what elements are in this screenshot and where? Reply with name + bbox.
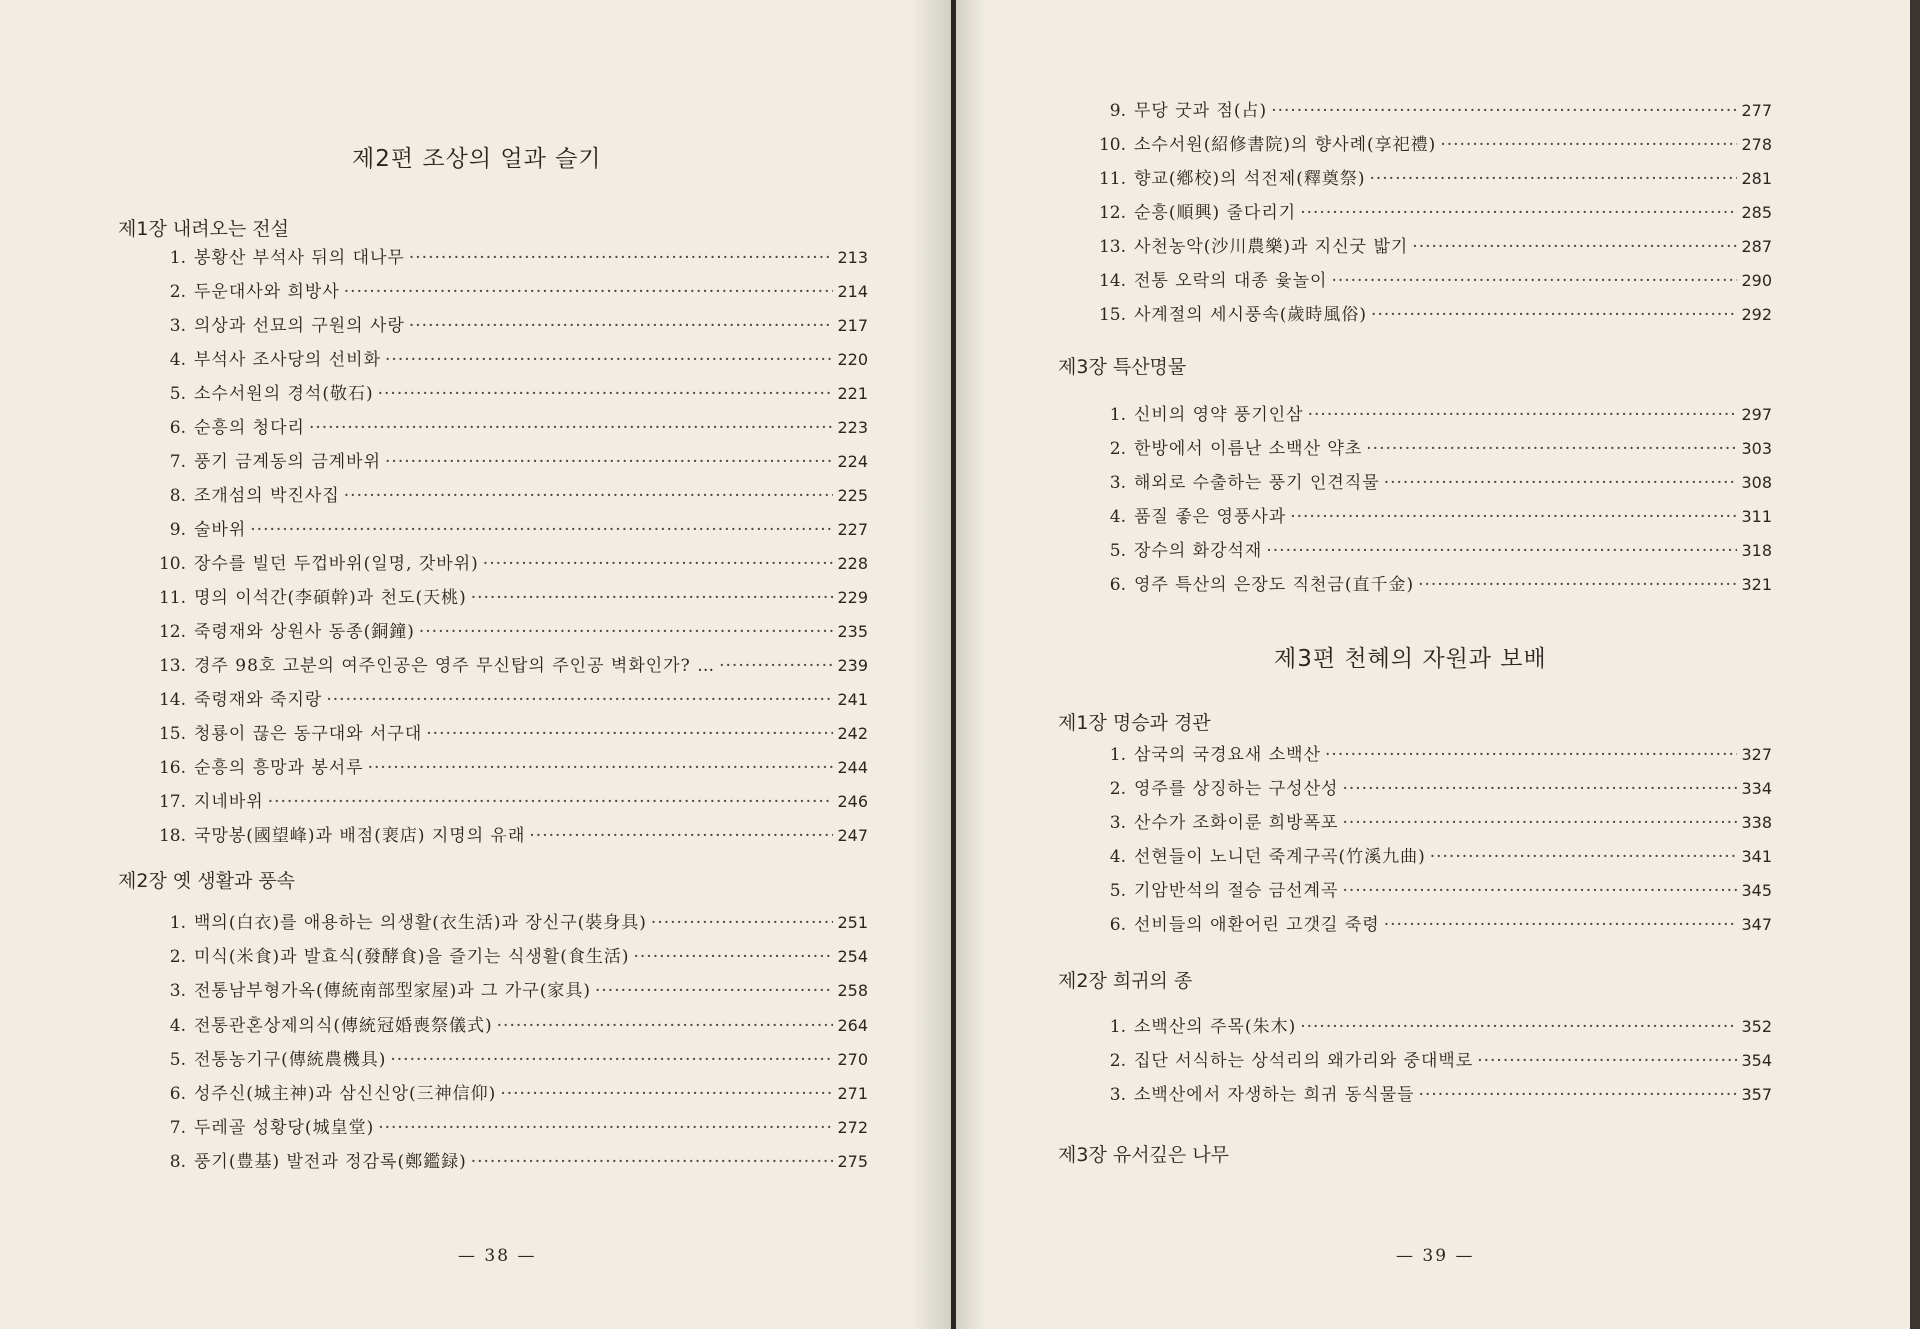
toc-entry-title: 기암반석의 절승 금선계곡 — [1134, 881, 1339, 901]
toc-entry-number: 12. — [158, 622, 186, 642]
dot-leader — [651, 908, 834, 938]
toc-entry — [156, 481, 868, 511]
toc-entry-title: 영주 특산의 은장도 직천금(直千金) — [1134, 575, 1415, 595]
part-title: 제3편 천혜의 자원과 보배 — [1274, 646, 1547, 672]
toc-entry-number: 2. — [169, 282, 186, 302]
toc-entry-title: 집단 서식하는 상석리의 왜가리와 중대백로 — [1134, 1051, 1474, 1071]
toc-entry-page: 308 — [1741, 473, 1772, 492]
dot-leader — [1290, 502, 1737, 532]
toc-entry-page: 235 — [837, 622, 868, 641]
toc-entry-page: 221 — [837, 384, 868, 403]
toc-entry-title: 사계절의 세시풍속(歲時風俗) — [1134, 305, 1368, 325]
toc-entry-number: 5. — [169, 1049, 186, 1070]
dot-leader — [1366, 434, 1737, 464]
toc-entry-page: 341 — [1741, 847, 1772, 866]
toc-entry-page: 271 — [837, 1084, 868, 1103]
toc-entry-page: 290 — [1741, 271, 1772, 290]
dot-leader — [1266, 536, 1737, 566]
toc-entry — [1096, 434, 1772, 464]
toc-entry-page: 285 — [1741, 203, 1772, 222]
toc-entry-title: 소백산의 주목(朱木) — [1134, 1017, 1297, 1037]
toc-entry-page: 277 — [1741, 101, 1772, 120]
toc-entry — [156, 1045, 868, 1075]
toc-entry-title: 성주신(城主神)과 삼신신앙(三神信仰) — [194, 1084, 497, 1104]
dot-leader — [634, 942, 834, 972]
toc-entry-number: 13. — [158, 656, 186, 676]
toc-entry — [1096, 910, 1772, 940]
toc-entry-number: 2. — [1109, 779, 1126, 799]
toc-entry — [156, 787, 868, 817]
toc-entry — [1096, 266, 1772, 296]
toc-entry-title: 죽령재와 상원사 동종(銅鐘) — [194, 622, 415, 642]
dot-leader — [378, 379, 834, 409]
toc-entry-number: 2. — [1109, 439, 1126, 459]
dot-leader — [1371, 300, 1737, 330]
dot-leader — [595, 976, 833, 1006]
toc-entry — [1096, 502, 1772, 532]
toc-entry — [1096, 808, 1772, 838]
toc-entry-number: 11. — [158, 588, 186, 608]
toc-entry — [156, 942, 868, 972]
toc-entry-page: 354 — [1741, 1051, 1772, 1070]
toc-entry — [156, 1079, 868, 1109]
toc-entry-title: 의상과 선묘의 구원의 사랑 — [194, 316, 405, 336]
toc-entry — [1096, 400, 1772, 430]
toc-entry — [1096, 774, 1772, 804]
dot-leader — [1440, 130, 1737, 160]
toc-entry-title: 삼국의 국경요새 소백산 — [1134, 745, 1322, 765]
dot-leader — [483, 549, 834, 579]
toc-entry-number: 14. — [158, 690, 186, 710]
toc-entry — [156, 1147, 868, 1177]
toc-entry — [156, 821, 868, 851]
toc-entry-number: 9. — [1109, 101, 1126, 121]
toc-entry-number: 1. — [1109, 1017, 1126, 1037]
dot-leader — [1300, 198, 1737, 228]
dot-leader — [390, 1045, 833, 1075]
toc-entry-title: 전통농기구(傳統農機具) — [194, 1049, 387, 1070]
toc-entry-title: 지네바위 — [194, 792, 264, 812]
toc-entry — [156, 311, 868, 341]
toc-entry-title: 해외로 수출하는 풍기 인견직물 — [1134, 473, 1380, 493]
toc-entry-page: 303 — [1741, 439, 1772, 458]
left-page — [0, 0, 951, 1329]
toc-entry-title: 풍기 금계동의 금계바위 — [194, 452, 382, 472]
toc-entry-title: 장수를 빌던 두껍바위(일명, 갓바위) — [194, 554, 479, 574]
toc-entry-title: 전통남부형가옥(傳統南部型家屋)과 그 가구(家具) — [194, 981, 591, 1002]
toc-entry-number: 7. — [169, 452, 186, 472]
toc-entry-title: 신비의 영약 풍기인삼 — [1134, 405, 1304, 425]
dot-leader — [409, 243, 834, 273]
toc-entry — [1096, 130, 1772, 160]
dot-leader — [529, 821, 833, 851]
dot-leader — [378, 1113, 833, 1143]
toc-entry — [1096, 164, 1772, 194]
toc-entry-title: 죽령재와 죽지랑 — [194, 690, 323, 710]
toc-entry-page: 278 — [1741, 135, 1772, 154]
dot-leader — [1342, 876, 1737, 906]
toc-entry-page: 247 — [837, 826, 868, 845]
toc-entry-page: 327 — [1741, 745, 1772, 764]
dot-leader — [344, 481, 834, 511]
toc-entry — [156, 685, 868, 715]
toc-entry-page: 347 — [1741, 915, 1772, 934]
toc-entry-number: 4. — [1109, 507, 1126, 527]
toc-entry-number: 1. — [169, 248, 186, 268]
part-title: 제2편 조상의 얼과 슬기 — [352, 146, 602, 172]
toc-entry — [156, 243, 868, 273]
dot-leader — [1384, 910, 1738, 940]
toc-entry-title: 전통관혼상제의식(傳統冠婚喪祭儀式) — [194, 1015, 493, 1036]
dot-leader — [1271, 96, 1737, 126]
toc-entry-title: 향교(鄕校)의 석전제(釋奠祭) — [1134, 169, 1366, 189]
toc-entry-title: 국망봉(國望峰)과 배점(裵店) 지명의 유래 — [194, 826, 526, 846]
dot-leader — [1325, 740, 1737, 770]
dot-leader — [250, 515, 833, 545]
dot-leader — [1419, 1080, 1738, 1110]
toc-entry-page: 244 — [837, 758, 868, 777]
toc-entry-title: 두레골 성황당(城皇堂) — [194, 1118, 375, 1139]
dot-leader — [344, 277, 834, 307]
toc-entry — [156, 719, 868, 749]
toc-entry — [1096, 842, 1772, 872]
dot-leader — [471, 1147, 834, 1177]
toc-entry-page: 246 — [837, 792, 868, 811]
toc-entry-number: 3. — [1109, 813, 1126, 833]
dot-leader — [1342, 774, 1737, 804]
toc-entry-title: 청룡이 끊은 동구대와 서구대 — [194, 724, 423, 744]
toc-entry — [156, 345, 868, 375]
toc-entry-number: 9. — [169, 520, 186, 540]
toc-entry-page: 334 — [1741, 779, 1772, 798]
toc-entry — [156, 515, 868, 545]
dot-leader — [326, 685, 833, 715]
right-page — [956, 0, 1920, 1329]
toc-entry-page: 318 — [1741, 541, 1772, 560]
toc-entry-title: 순흥의 청다리 — [194, 418, 305, 438]
chapter-heading: 제2장 옛 생활과 풍속 — [118, 870, 296, 892]
chapter-heading: 제1장 명승과 경관 — [1058, 712, 1211, 734]
toc-entry-title: 산수가 조화이룬 희방폭포 — [1134, 813, 1339, 833]
toc-entry — [1096, 232, 1772, 262]
toc-entry-page: 311 — [1741, 507, 1772, 526]
toc-entry-page: 321 — [1741, 575, 1772, 594]
toc-entry — [156, 277, 868, 307]
toc-entry-title: 소백산에서 자생하는 희귀 동식물들 — [1134, 1085, 1415, 1105]
toc-entry-number: 7. — [169, 1118, 186, 1139]
toc-entry-page: 214 — [837, 282, 868, 301]
toc-entry-page: 220 — [837, 350, 868, 369]
toc-entry-title: 봉황산 부석사 뒤의 대나무 — [194, 248, 405, 268]
toc-entry-number: 10. — [1098, 135, 1126, 155]
toc-entry-page: 258 — [837, 981, 868, 1001]
dot-leader — [419, 617, 834, 647]
dot-leader — [1384, 468, 1738, 498]
toc-entry — [156, 753, 868, 783]
toc-entry-number: 6. — [1109, 575, 1126, 595]
toc-entry-page: 228 — [837, 554, 868, 573]
toc-entry-title: 선비들의 애환어린 고갯길 죽령 — [1134, 915, 1380, 935]
toc-entry-number: 6. — [169, 1084, 186, 1104]
toc-entry-page: 275 — [837, 1152, 868, 1172]
dot-leader — [368, 753, 834, 783]
dot-leader — [1300, 1012, 1737, 1042]
toc-entry-title: 소수서원의 경석(敬石) — [194, 384, 374, 404]
toc-entry-page: 227 — [837, 520, 868, 539]
toc-entry-title: 장수의 화강석재 — [1134, 541, 1263, 561]
toc-entry-number: 2. — [1109, 1051, 1126, 1071]
toc-entry-page: 213 — [837, 248, 868, 267]
toc-entry-title: 조개섬의 박진사집 — [194, 486, 340, 506]
toc-entry-title: 선현들이 노니던 죽계구곡(竹溪九曲) — [1134, 847, 1426, 867]
dot-leader — [1369, 164, 1737, 194]
toc-entry-page: 357 — [1741, 1085, 1772, 1104]
toc-entry-title: 풍기(豊基) 발전과 정감록(鄭鑑録) — [194, 1152, 467, 1173]
page-edge — [1910, 0, 1920, 1329]
toc-entry-page: 287 — [1741, 237, 1772, 256]
toc-entry-page: 225 — [837, 486, 868, 505]
toc-entry-page: 338 — [1741, 813, 1772, 832]
toc-entry-page: 297 — [1741, 405, 1772, 424]
toc-entry-title: 백의(白衣)를 애용하는 의생활(衣生活)과 장신구(裝身具) — [194, 913, 647, 933]
toc-entry — [1096, 740, 1772, 770]
toc-entry-title: 전통 오락의 대종 윷놀이 — [1134, 271, 1328, 291]
dot-leader — [1308, 400, 1738, 430]
toc-entry-page: 223 — [837, 418, 868, 437]
toc-entry-title: 소수서원(紹修書院)의 향사례(享祀禮) — [1134, 135, 1437, 155]
toc-entry-title: 미식(米食)과 발효식(發酵食)을 즐기는 식생활(食生活) — [194, 947, 630, 968]
dot-leader — [1477, 1046, 1737, 1076]
toc-entry-number: 6. — [1109, 915, 1126, 935]
toc-entry-number: 1. — [169, 913, 186, 933]
dot-leader — [1418, 570, 1737, 600]
toc-entry-number: 4. — [169, 1015, 186, 1036]
toc-entry-number: 17. — [158, 792, 186, 812]
toc-entry-number: 3. — [169, 981, 186, 1002]
toc-entry — [1096, 468, 1772, 498]
toc-entry-number: 16. — [158, 758, 186, 778]
toc-entry-title: 부석사 조사당의 선비화 — [194, 350, 382, 370]
toc-entry-page: 241 — [837, 690, 868, 709]
toc-entry-title: 한방에서 이름난 소백산 약초 — [1134, 439, 1363, 459]
toc-entry-title: 명의 이석간(李碩幹)과 천도(天桃) — [194, 588, 467, 608]
toc-entry — [1096, 570, 1772, 600]
dot-leader — [309, 413, 834, 443]
dot-leader — [497, 1011, 834, 1041]
toc-entry — [156, 651, 868, 681]
page-number-footer: — 38 — — [458, 1246, 537, 1266]
dot-leader — [385, 345, 833, 375]
toc-entry — [156, 908, 868, 938]
toc-entry-page: 292 — [1741, 305, 1772, 324]
dot-leader — [1331, 266, 1737, 296]
toc-entry-title: 무당 굿과 점(占) — [1134, 101, 1268, 121]
gutter-shadow — [910, 0, 950, 1329]
toc-entry-number: 14. — [1098, 271, 1126, 291]
toc-entry-number: 3. — [1109, 473, 1126, 493]
chapter-heading: 제3장 특산명물 — [1058, 356, 1187, 378]
dot-leader — [409, 311, 834, 341]
toc-entry-number: 4. — [1109, 847, 1126, 867]
toc-entry — [1096, 876, 1772, 906]
toc-entry-number: 4. — [169, 350, 186, 370]
toc-entry-number: 1. — [1109, 405, 1126, 425]
dot-leader — [1412, 232, 1737, 262]
toc-entry-page: 264 — [837, 1015, 868, 1035]
toc-entry-title: 경주 98호 고분의 여주인공은 영주 무신탑의 주인공 벽화인가? … — [194, 656, 716, 676]
chapter-heading: 제3장 유서깊은 나무 — [1058, 1144, 1229, 1166]
toc-entry-number: 11. — [1098, 169, 1126, 189]
dot-leader — [500, 1079, 833, 1109]
toc-entry — [1096, 198, 1772, 228]
toc-entry-title: 술바위 — [194, 520, 247, 540]
toc-entry-page: 254 — [837, 947, 868, 967]
toc-entry-number: 3. — [1109, 1085, 1126, 1105]
toc-entry — [1096, 1012, 1772, 1042]
chapter-heading: 제2장 희귀의 종 — [1058, 970, 1193, 992]
toc-entry-page: 217 — [837, 316, 868, 335]
dot-leader — [426, 719, 833, 749]
toc-entry — [1096, 96, 1772, 126]
toc-entry — [156, 583, 868, 613]
toc-entry-page: 242 — [837, 724, 868, 743]
dot-leader — [385, 447, 833, 477]
toc-entry-page: 251 — [837, 913, 868, 932]
toc-entry-number: 12. — [1098, 203, 1126, 223]
toc-entry-number: 15. — [158, 724, 186, 744]
chapter-heading: 제1장 내려오는 전설 — [118, 218, 289, 240]
toc-entry — [1096, 1080, 1772, 1110]
toc-entry-title: 순흥(順興) 줄다리기 — [1134, 203, 1297, 223]
toc-entry — [1096, 536, 1772, 566]
toc-entry-number: 5. — [1109, 881, 1126, 901]
toc-entry — [156, 413, 868, 443]
dot-leader — [471, 583, 834, 613]
toc-entry-page: 345 — [1741, 881, 1772, 900]
toc-entry — [156, 379, 868, 409]
dot-leader — [719, 651, 833, 681]
toc-entry-number: 6. — [169, 418, 186, 438]
toc-entry-page: 239 — [837, 656, 868, 675]
toc-entry — [156, 1113, 868, 1143]
toc-entry-number: 1. — [1109, 745, 1126, 765]
toc-entry — [1096, 300, 1772, 330]
toc-entry-page: 270 — [837, 1049, 868, 1069]
toc-entry-number: 18. — [158, 826, 186, 846]
dot-leader — [1342, 808, 1737, 838]
toc-entry-number: 2. — [169, 947, 186, 968]
toc-entry-title: 순흥의 흥망과 봉서루 — [194, 758, 364, 778]
toc-entry-number: 13. — [1098, 237, 1126, 257]
gutter-shadow — [956, 0, 986, 1329]
toc-entry — [156, 447, 868, 477]
dot-leader — [1430, 842, 1738, 872]
toc-entry-number: 10. — [158, 554, 186, 574]
toc-entry-number: 8. — [169, 486, 186, 506]
toc-entry — [156, 617, 868, 647]
dot-leader — [268, 787, 834, 817]
toc-entry-page: 352 — [1741, 1017, 1772, 1036]
toc-entry-page: 229 — [837, 588, 868, 607]
toc-entry — [156, 976, 868, 1006]
toc-entry-title: 사천농악(沙川農樂)과 지신굿 밟기 — [1134, 237, 1409, 257]
toc-entry-page: 281 — [1741, 169, 1772, 188]
toc-entry-page: 224 — [837, 452, 868, 471]
toc-entry-number: 5. — [169, 384, 186, 404]
toc-entry-page: 272 — [837, 1118, 868, 1138]
toc-entry — [156, 549, 868, 579]
toc-entry-number: 3. — [169, 316, 186, 336]
toc-entry-title: 품질 좋은 영풍사과 — [1134, 507, 1287, 527]
toc-entry-title: 두운대사와 희방사 — [194, 282, 340, 302]
toc-entry-number: 8. — [169, 1152, 186, 1173]
toc-entry-number: 5. — [1109, 541, 1126, 561]
toc-entry — [1096, 1046, 1772, 1076]
toc-entry-number: 15. — [1098, 305, 1126, 325]
page-number-footer: — 39 — — [1396, 1246, 1475, 1266]
toc-entry — [156, 1011, 868, 1041]
toc-entry-title: 영주를 상징하는 구성산성 — [1134, 779, 1339, 799]
